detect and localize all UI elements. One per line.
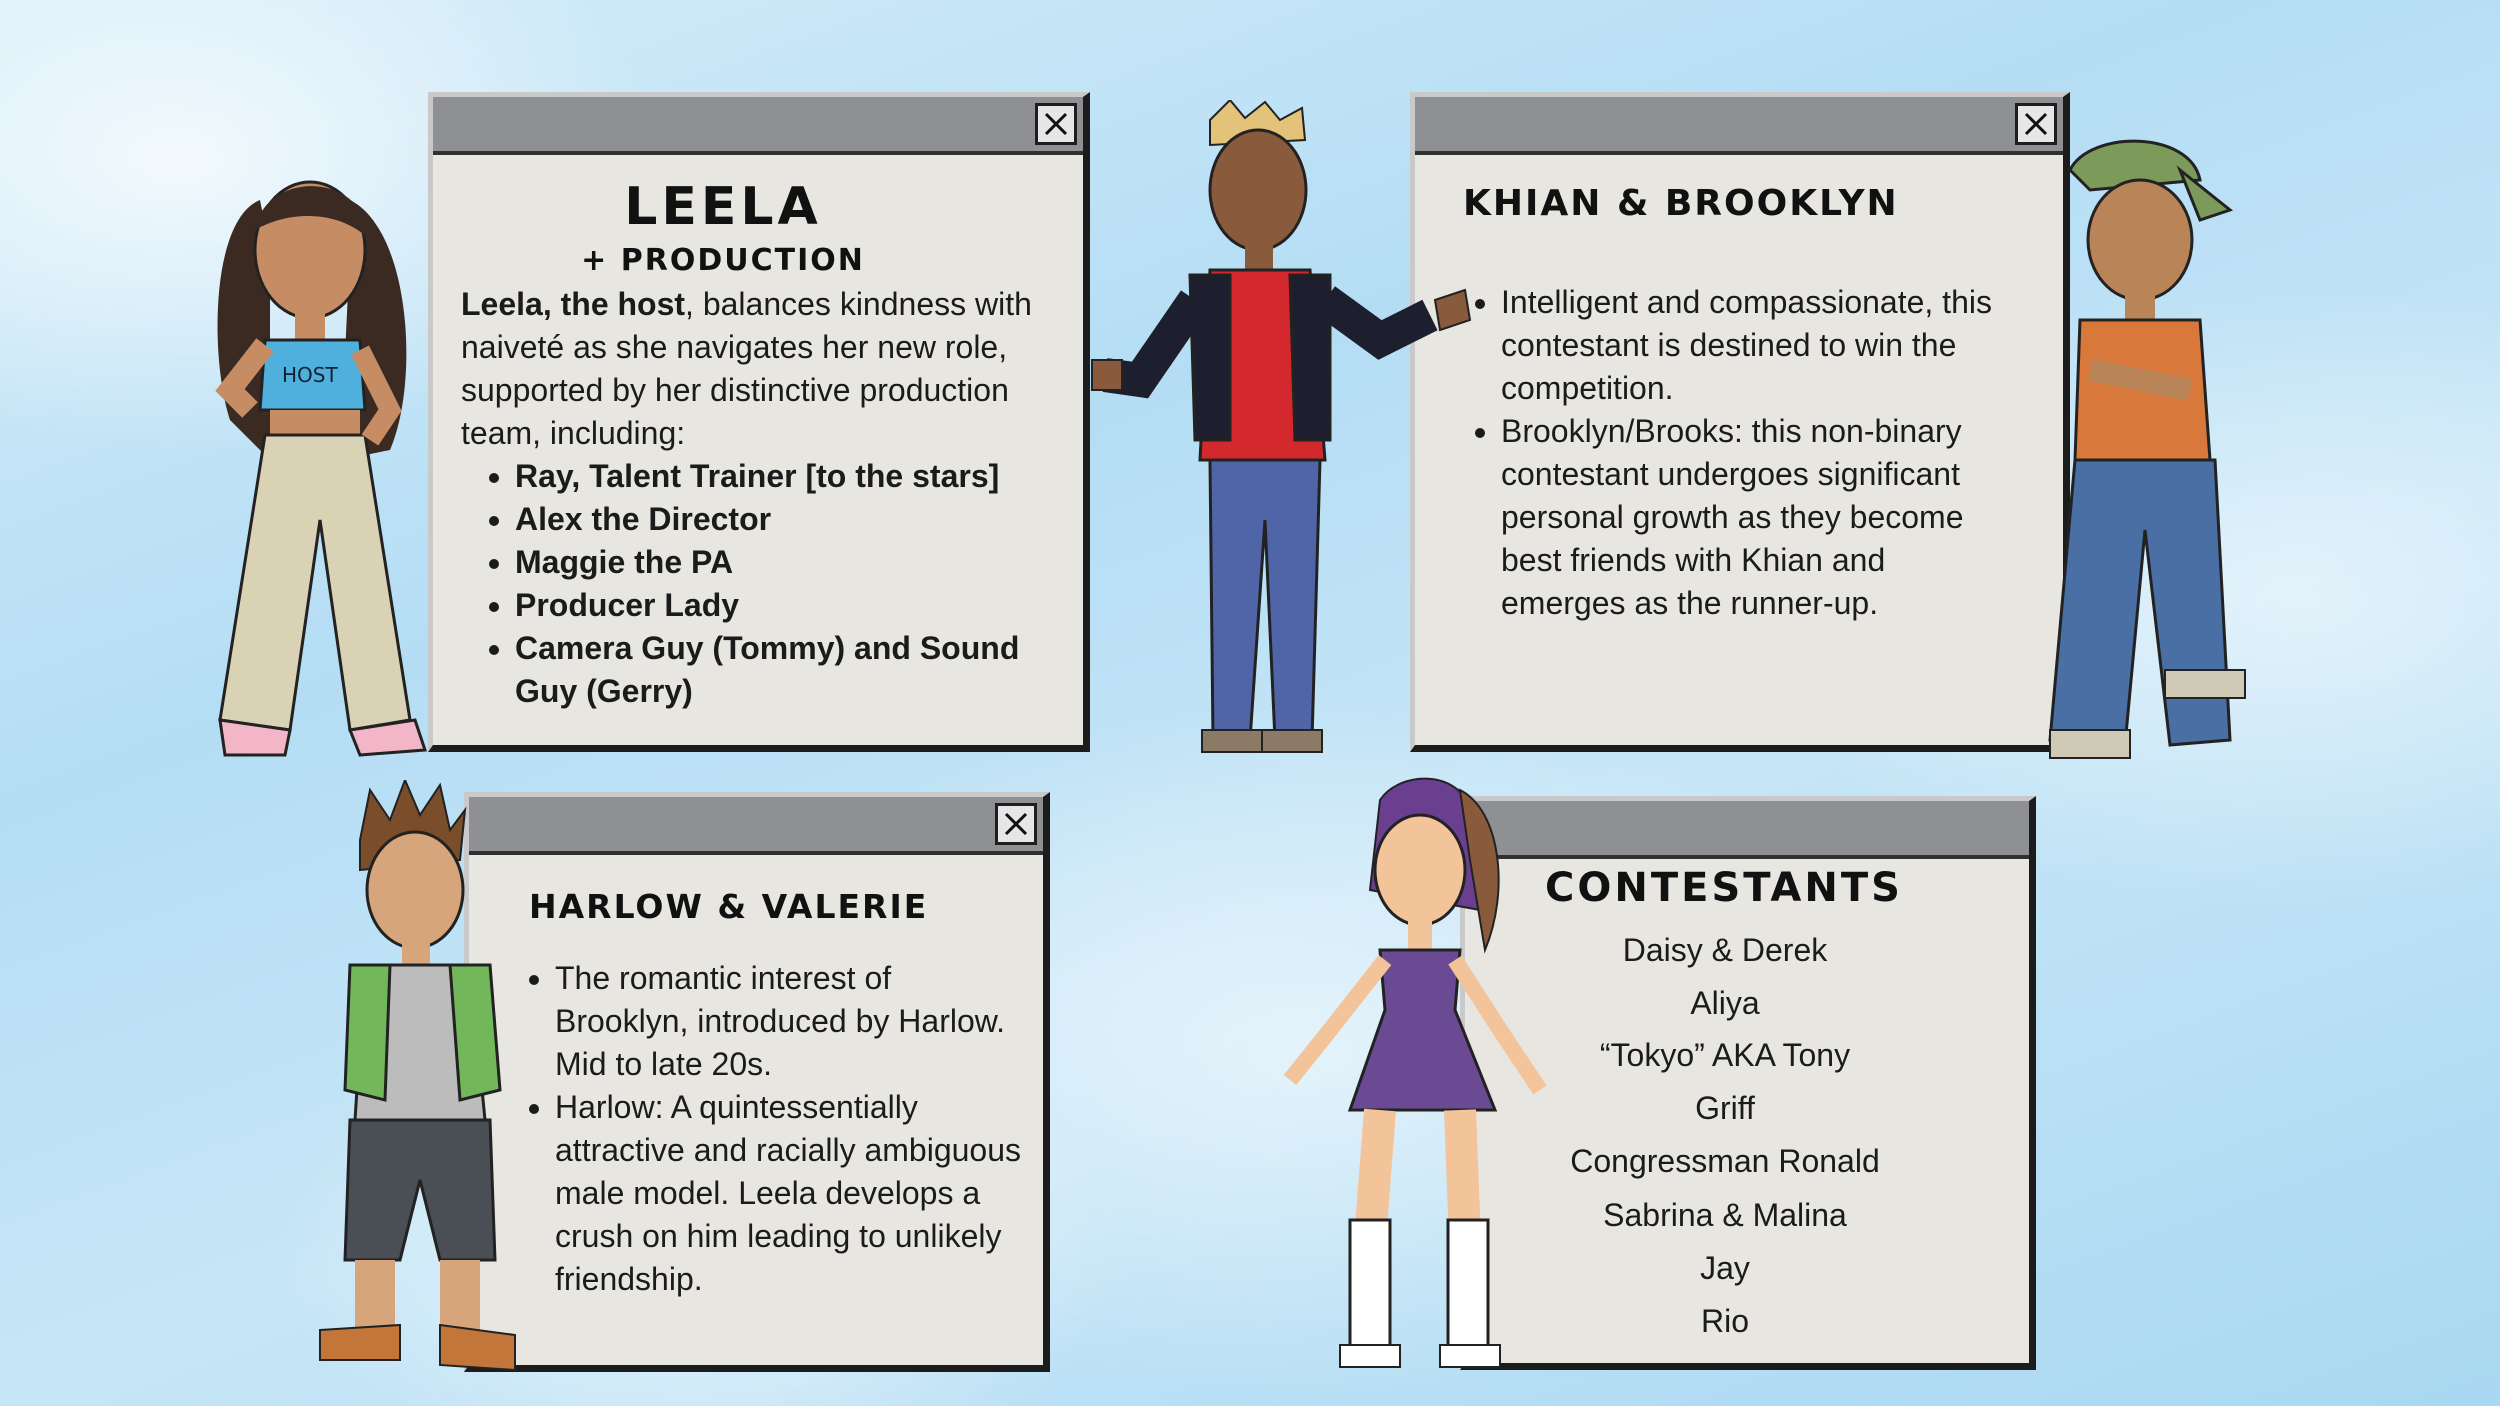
harlow-bullet-list	[521, 957, 1021, 1301]
khian-description	[1467, 281, 1997, 625]
list-item: Griff	[1695, 1090, 1755, 1126]
list-item: • Ray, Talent Trainer [to the stars]	[515, 455, 1071, 498]
contestant-girl-illustration	[1270, 770, 1570, 1400]
contestants-title: CONTESTANTS	[1545, 865, 1903, 911]
khian-character-illustration	[1080, 100, 1500, 780]
close-icon	[1043, 111, 1069, 137]
leela-subtitle: + PRODUCTION	[581, 243, 865, 278]
list-item: • Camera Guy (Tommy) and Sound Guy (Gerry)	[515, 627, 1071, 713]
leela-intro-bold: Leela, the host	[461, 286, 686, 322]
leela-description	[461, 283, 1071, 713]
leela-intro	[461, 286, 1032, 451]
list-item: Daisy & Derek	[1622, 932, 1828, 968]
list-item: Jay	[1700, 1250, 1750, 1286]
list-item: • Intelligent and compassionate, this contestant is destined to win the competition.	[1501, 281, 1997, 410]
list-item: • Alex the Director	[515, 498, 1071, 541]
leela-window	[428, 92, 1090, 752]
leela-window-titlebar	[433, 97, 1083, 155]
brooklyn-character-illustration	[2030, 130, 2260, 790]
list-item: Sabrina & Malina	[1603, 1197, 1847, 1233]
khian-window-titlebar	[1415, 97, 2063, 155]
list-item: Congressman Ronald	[1570, 1143, 1880, 1179]
harlow-title: HARLOW & VALERIE	[529, 887, 929, 926]
list-item: • Maggie the PA	[515, 541, 1071, 584]
list-item: • Harlow: A quintessentially attractive and racially ambiguous male model. Leela develops a crush on him leading to unlikely friendship.	[555, 1086, 1021, 1301]
list-item: • The romantic interest of Brooklyn, introduced by Harlow. Mid to late 20s.	[555, 957, 1021, 1086]
khian-bullet-list	[1467, 281, 1997, 625]
khian-brooklyn-window	[1410, 92, 2070, 752]
leela-title: LEELA	[624, 177, 822, 237]
list-item: Aliya	[1690, 985, 1760, 1021]
contestants-list	[1505, 923, 1945, 1348]
harlow-window-close-button[interactable]	[995, 803, 1037, 845]
leela-intro-rest: , balances kindness with naiveté as she navigates her new role, supported by her distinctive production team, including:	[461, 286, 1032, 451]
harlow-valerie-window	[464, 792, 1050, 1372]
khian-title: KHIAN & BROOKLYN	[1463, 183, 1899, 224]
list-item: • Brooklyn/Brooks: this non-binary contestant undergoes significant personal growth as they become best friends with Khian and emerges as the runner-up.	[1501, 410, 1997, 625]
list-item: Rio	[1700, 1303, 1749, 1339]
host-shirt-text: HOST	[282, 363, 338, 387]
production-team-list	[461, 455, 1071, 713]
harlow-window-titlebar	[469, 797, 1043, 855]
leela-character-illustration	[170, 160, 470, 770]
harlow-description	[521, 957, 1021, 1301]
list-item: • Producer Lady	[515, 584, 1071, 627]
harlow-character-illustration	[290, 780, 550, 1400]
close-icon	[1003, 811, 1029, 837]
list-item: “Tokyo” AKA Tony	[1599, 1037, 1851, 1073]
leela-window-close-button[interactable]	[1035, 103, 1077, 145]
